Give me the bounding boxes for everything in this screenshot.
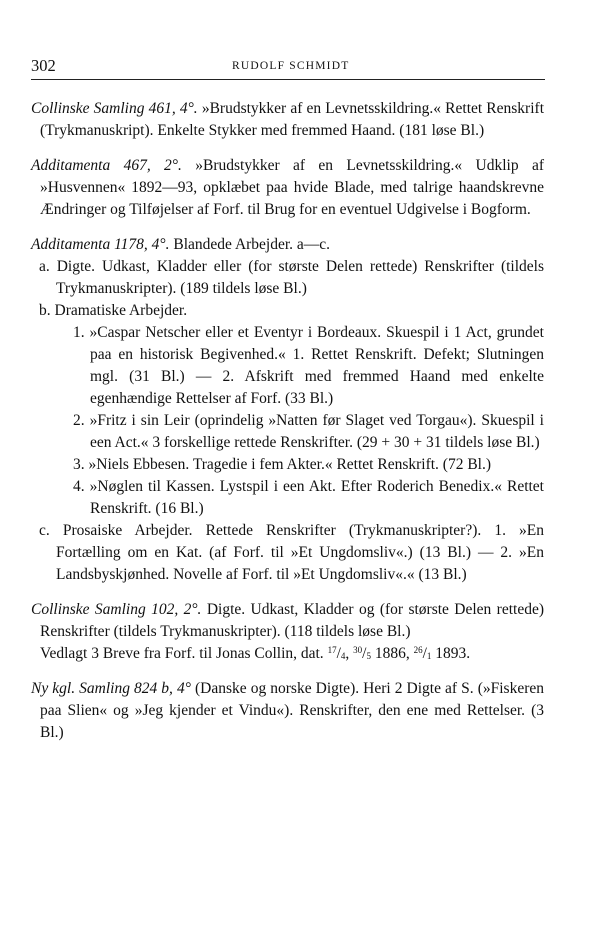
list-item-b1: 1. »Caspar Netscher eller et Eventyr i Bordeaux. Skuespil i 1 Act, grundet paa en historisk Begivenhed.« 1. Rettet Renskrift. Defekt; Slutningen mgl. (31 Bl.) — 2. Afskrift med fremmed Haand med enkelte egenhændige Rettelser af Forf. (33 Bl.) <box>73 324 544 407</box>
list-item-b2: 2. »Fritz i sin Leir (oprindelig »Natten før Slaget ved Torgau«). Skuespil i een Act.« 3 forskellige rettede Renskrifter. (29 + 30 + 31 tildels løse Bl.) <box>73 412 544 451</box>
page-number: 302 <box>31 56 56 75</box>
entry-additamenta-467 <box>31 155 544 221</box>
entry-text: (Danske og norske Digte). Heri 2 Digte af S. (»Fiskeren paa Slien« og »Jeg kjender et Vindu«). Renskrifter, den ene med Rettelser. (3 Bl.) <box>40 680 544 741</box>
date-3-day: 26 <box>413 645 423 655</box>
entry-collinske-461 <box>31 98 544 142</box>
entry-source: Additamenta 1178, 4°. <box>31 236 170 253</box>
date-2-day: 30 <box>353 645 363 655</box>
date-3-month: 1 <box>426 651 432 661</box>
entry-collinske-102 <box>31 599 544 643</box>
list-item-c: c. Prosaiske Arbejder. Rettede Renskrifter (Trykmanuskripter?). 1. »En Fortælling om en Kat. (af Forf. til »Et Ungdomsliv«.) (13 Bl.) — 2. »En Landsbyskjønhed. Novelle af Forf. til »Et Ungdomsliv«.« (13 Bl.) <box>39 522 544 583</box>
list-item-b3: 3. »Niels Ebbesen. Tragedie i fem Akter.« Rettet Renskrift. (72 Bl.) <box>73 456 492 473</box>
entry-text: »Brudstykker af en Levnetsskildring.« Rettet Renskrift (Trykmanuskript). Enkelte Stykker med fremmed Haand. (181 løse Bl.) <box>40 100 544 139</box>
entry-note: Vedlagt 3 Breve fra Forf. til Jonas Collin, dat. $^{17}/_4$, $^{30}/_5$ 1886, $^{26}/_1$ 1893. <box>40 645 471 662</box>
entry-source: Additamenta 467, 2°. <box>31 157 182 174</box>
year-1: 1886, <box>370 645 414 662</box>
date-1-month: 4 <box>340 651 346 661</box>
entry-text: Digte. Udkast, Kladder og (for største Delen rettede) Renskrifter (tildels Trykmanuskripter). (118 tildels løse Bl.) <box>40 601 544 640</box>
entry-ny-kgl-824b <box>31 678 544 744</box>
entry-source: Ny kgl. Samling 824 b, 4° <box>31 680 191 697</box>
entry-additamenta-1178 <box>31 234 544 256</box>
entry-text: Blandede Arbejder. a—c. <box>169 236 331 253</box>
list-item-b4: 4. »Nøglen til Kassen. Lystspil i een Akt. Efter Roderich Benedix.« Rettet Renskrift. (16 Bl.) <box>73 478 544 517</box>
entry-source: Collinske Samling 461, 4°. <box>31 100 198 117</box>
list-item-a: a. Digte. Udkast, Kladder eller (for største Delen rettede) Renskrifter (tildels Trykmanuskripter). (189 tildels løse Bl.) <box>39 258 544 297</box>
entry-text: »Brudstykker af en Levnetsskildring.« Udklip af »Husvennen« 1892—93, opklæbet paa hvide Blade, med talrige haandskrevne Ændringer og Tilføjelser af Forf. til Brug for en eventuel Udgivelse i Bogform. <box>40 157 544 218</box>
entry-source: Collinske Samling 102, 2°. <box>31 601 202 618</box>
date-2-month: 5 <box>366 651 371 661</box>
year-2: 1893. <box>431 645 471 662</box>
date-1-day: 17 <box>327 645 337 655</box>
running-title: RUDOLF SCHMIDT <box>232 60 350 72</box>
note-text: Vedlagt 3 Breve fra Forf. til Jonas Collin, dat. <box>40 645 328 662</box>
list-item-b: b. Dramatiske Arbejder. <box>39 302 188 319</box>
running-head <box>31 55 545 80</box>
